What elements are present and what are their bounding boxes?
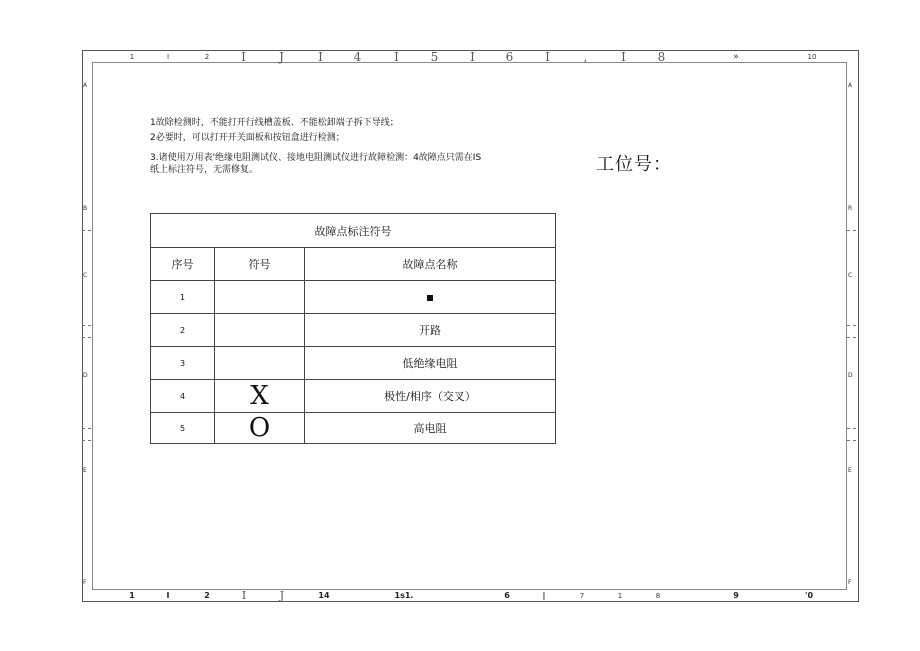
row-symbol: X bbox=[215, 380, 305, 413]
header-seq: 序号 bbox=[151, 248, 215, 281]
ruler-label: I bbox=[318, 50, 324, 64]
table-title: 故障点标注符号 bbox=[151, 214, 556, 248]
ruler-label: I bbox=[545, 50, 551, 64]
row-seq: 2 bbox=[151, 314, 215, 347]
table-row bbox=[151, 281, 556, 314]
ruler-label: 1 bbox=[129, 53, 135, 61]
ruler-label: '0 bbox=[804, 591, 814, 600]
ruler-label: I bbox=[394, 50, 400, 64]
ruler-label: I bbox=[470, 50, 476, 64]
header-symbol: 符号 bbox=[215, 248, 305, 281]
left-ruler bbox=[82, 62, 92, 590]
row-name bbox=[305, 281, 556, 314]
row-name: 开路 bbox=[305, 314, 556, 347]
ruler-label: » bbox=[733, 52, 739, 62]
row-name: 低绝缘电阻 bbox=[305, 347, 556, 380]
row-symbol bbox=[215, 347, 305, 380]
ruler-label: 2 bbox=[204, 591, 210, 600]
fault-symbol-table bbox=[150, 213, 556, 444]
ruler-letter: F bbox=[83, 579, 87, 586]
small-square-icon bbox=[427, 295, 433, 301]
ruler-label: J bbox=[279, 589, 285, 602]
ruler-letter: B bbox=[83, 205, 88, 212]
ruler-label: I bbox=[166, 53, 170, 61]
row-name: 高电阻 bbox=[305, 413, 556, 444]
ruler-letter: E bbox=[83, 467, 87, 474]
ruler-label: , bbox=[583, 50, 589, 64]
bottom-ruler bbox=[92, 590, 847, 602]
ruler-label: 7 bbox=[579, 592, 585, 600]
ruler-label: 14 bbox=[318, 591, 330, 600]
table-row bbox=[151, 413, 556, 444]
instruction-line: 2必要时，可以打开开关面板和按钮盒进行检测； bbox=[150, 133, 345, 143]
ruler-label: 4 bbox=[353, 50, 363, 64]
ruler-label: 9 bbox=[733, 591, 739, 600]
ruler-letter: D bbox=[83, 372, 88, 379]
right-ruler bbox=[847, 62, 857, 590]
row-symbol bbox=[215, 314, 305, 347]
ruler-letter: R bbox=[848, 205, 853, 212]
top-ruler bbox=[92, 51, 847, 63]
ruler-label: 5 bbox=[430, 50, 440, 64]
table-row bbox=[151, 347, 556, 380]
row-seq: 3 bbox=[151, 347, 215, 380]
row-seq: 1 bbox=[151, 281, 215, 314]
ruler-letter: E bbox=[848, 467, 852, 474]
ruler-label: 1 bbox=[617, 592, 623, 600]
ruler-letter: D bbox=[848, 372, 853, 379]
ruler-letter: C bbox=[848, 272, 853, 279]
ruler-label: I bbox=[241, 589, 247, 602]
table-row bbox=[151, 380, 556, 413]
row-name: 极性/相序（交叉） bbox=[305, 380, 556, 413]
ruler-label: 6 bbox=[505, 50, 515, 64]
ruler-label: I bbox=[621, 50, 627, 64]
ruler-label: | bbox=[542, 591, 546, 600]
ruler-label: 1s1. bbox=[394, 591, 414, 600]
instructions bbox=[150, 116, 570, 176]
ruler-label: J bbox=[279, 50, 285, 64]
ruler-label: 2 bbox=[204, 53, 210, 61]
ruler-label: 10 bbox=[807, 53, 817, 61]
row-symbol: O bbox=[215, 413, 305, 444]
ruler-label: I bbox=[241, 50, 247, 64]
ruler-label: 1 bbox=[129, 591, 135, 600]
instruction-line: 3.诸使用万用表'绝缘电阻测试仪、接地电阻测试仪进行故障检测：4故障点只需在IS bbox=[150, 153, 482, 163]
ruler-letter: F bbox=[848, 579, 852, 586]
row-seq: 4 bbox=[151, 380, 215, 413]
instruction-line: 纸上标注符号，无需修复。 bbox=[150, 165, 259, 175]
ruler-label: 8 bbox=[657, 50, 667, 64]
row-symbol bbox=[215, 281, 305, 314]
instruction-line: 1故除检测时，不能打开行线槽盖板、不能松卸端子拆下导线； bbox=[150, 118, 399, 128]
ruler-label: 6 bbox=[504, 591, 510, 600]
ruler-label: I bbox=[166, 591, 170, 600]
ruler-label: 8 bbox=[655, 592, 661, 600]
station-number-label: 工位号： bbox=[596, 154, 672, 175]
ruler-letter: A bbox=[83, 82, 88, 89]
table-row bbox=[151, 314, 556, 347]
header-name: 故障点名称 bbox=[305, 248, 556, 281]
ruler-letter: A bbox=[848, 82, 853, 89]
row-seq: 5 bbox=[151, 413, 215, 444]
ruler-letter: C bbox=[83, 272, 88, 279]
